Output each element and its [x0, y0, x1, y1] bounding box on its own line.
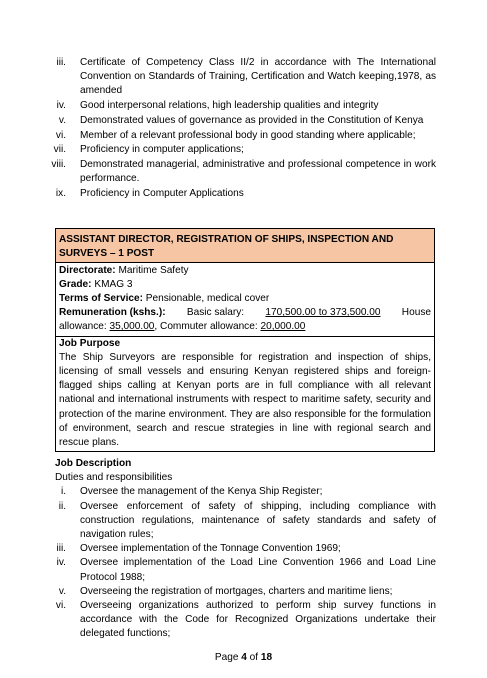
post-title: ASSISTANT DIRECTOR, REGISTRATION OF SHIPS, INSPECTION AND SURVEYS – 1 POST	[56, 229, 435, 263]
list-number: vi.	[55, 600, 66, 612]
page-total: 18	[260, 652, 273, 663]
list-item	[0, 99, 436, 113]
list-number: iii.	[56, 57, 66, 68]
list-item	[0, 187, 436, 201]
list-text: Demonstrated managerial, administrative and professional competence in work performance.	[80, 158, 436, 185]
list-text: Good interpersonal relations, high leadership qualities and integrity	[80, 100, 379, 112]
list-text: Certificate of Competency Class II/2 in accordance with The International Convention on Standards of Training, Certification and Watch keeping,1978, as amended	[80, 57, 436, 97]
list-number: iii.	[56, 543, 66, 555]
terms-line	[59, 292, 431, 306]
post-details-cell	[56, 262, 435, 336]
basic-salary-value: 170,500.00 to 373,500.00	[265, 307, 381, 319]
page-footer	[0, 651, 487, 665]
list-item	[55, 556, 436, 584]
page-prefix: Page	[214, 652, 242, 663]
grade-line	[59, 278, 431, 292]
allowance-label: allowance:	[59, 321, 107, 333]
list-item	[0, 114, 436, 128]
list-text: Oversee implementation of the Tonnage Convention 1969;	[80, 543, 341, 555]
page-of: of	[246, 652, 261, 663]
list-number: iv.	[56, 100, 66, 112]
list-item	[55, 599, 436, 642]
house-label: House	[401, 307, 431, 319]
directorate-label: Directorate:	[59, 264, 116, 276]
list-number: v.	[58, 585, 66, 597]
list-text: Overseeing the registration of mortgages, charters and maritime liens;	[80, 585, 393, 597]
house-allowance-value: 35,000.00	[109, 321, 155, 333]
list-item	[55, 485, 436, 499]
list-item	[55, 500, 436, 543]
commuter-allowance-value: 20,000.00	[260, 321, 306, 333]
list-item	[55, 585, 436, 599]
commuter-label: , Commuter allowance:	[154, 321, 258, 333]
list-text: Oversee enforcement of safety of shipping, including compliance with construction regulations, maintenance of safety standards and safety of navigation rules;	[80, 500, 436, 541]
list-text: Oversee the management of the Kenya Ship Register;	[80, 486, 323, 498]
list-item	[0, 158, 436, 186]
list-number: viii.	[51, 158, 66, 170]
list-number: v.	[58, 114, 66, 126]
list-number: ii.	[58, 500, 66, 512]
directorate-value: Maritime Safety	[115, 264, 189, 276]
list-text: Overseeing organizations authorized to perform ship survey functions in accordance with the Code for Recognized Organizations undertake their delegated functions;	[80, 600, 436, 640]
list-text: Oversee implementation of the Load Line Convention 1966 and Load Line Protocol 1988;	[80, 557, 436, 583]
grade-value: KMAG 3	[91, 278, 133, 290]
job-purpose-cell	[56, 336, 435, 452]
list-text: Proficiency in Computer Applications	[80, 187, 244, 199]
list-text: Member of a relevant professional body in good standing where applicable;	[80, 129, 416, 141]
job-description-heading: Job Description	[55, 458, 132, 469]
list-number: iv.	[56, 557, 66, 569]
list-text: Demonstrated values of governance as provided in the Constitution of Kenya	[80, 114, 424, 126]
terms-label: Terms of Service:	[59, 293, 143, 304]
job-purpose-heading: Job Purpose	[59, 337, 121, 349]
directorate-line	[59, 264, 431, 278]
list-item	[0, 56, 436, 99]
job-description-section	[55, 457, 436, 642]
list-text: Proficiency in computer applications;	[80, 144, 244, 156]
list-number: ix.	[55, 187, 66, 199]
remuneration-label: Remuneration (kshs.):	[59, 307, 166, 319]
list-number: i.	[60, 486, 66, 498]
allowance-line	[59, 320, 431, 334]
list-item	[0, 129, 436, 143]
list-number: vii.	[53, 144, 66, 156]
page-current: 4	[241, 652, 247, 663]
job-purpose-text: The Ship Surveyors are responsible for registration and inspection of ships, licensing of small vessels and ensuring Kenyan registered ships and foreign-flagged ships calling at Kenyan ports are in full compliance with all relevant national and international instruments with respect to maritime safety, security and protection of the marine environment. They are also responsible for the formulation of environment, search and rescue strategies in line with regional search and rescue plans.	[59, 351, 431, 449]
list-number: vi.	[55, 129, 66, 141]
duties-subheading: Duties and responsibilities	[55, 472, 173, 484]
post-details-table	[55, 228, 435, 452]
requirements-list	[0, 56, 487, 202]
terms-value: Pensionable, medical cover	[142, 293, 270, 304]
duties-list	[55, 485, 436, 641]
grade-label: Grade:	[59, 278, 92, 290]
remuneration-line	[59, 306, 431, 320]
list-item	[0, 143, 436, 157]
list-item	[55, 542, 436, 556]
basic-salary-label: Basic salary:	[186, 307, 245, 319]
